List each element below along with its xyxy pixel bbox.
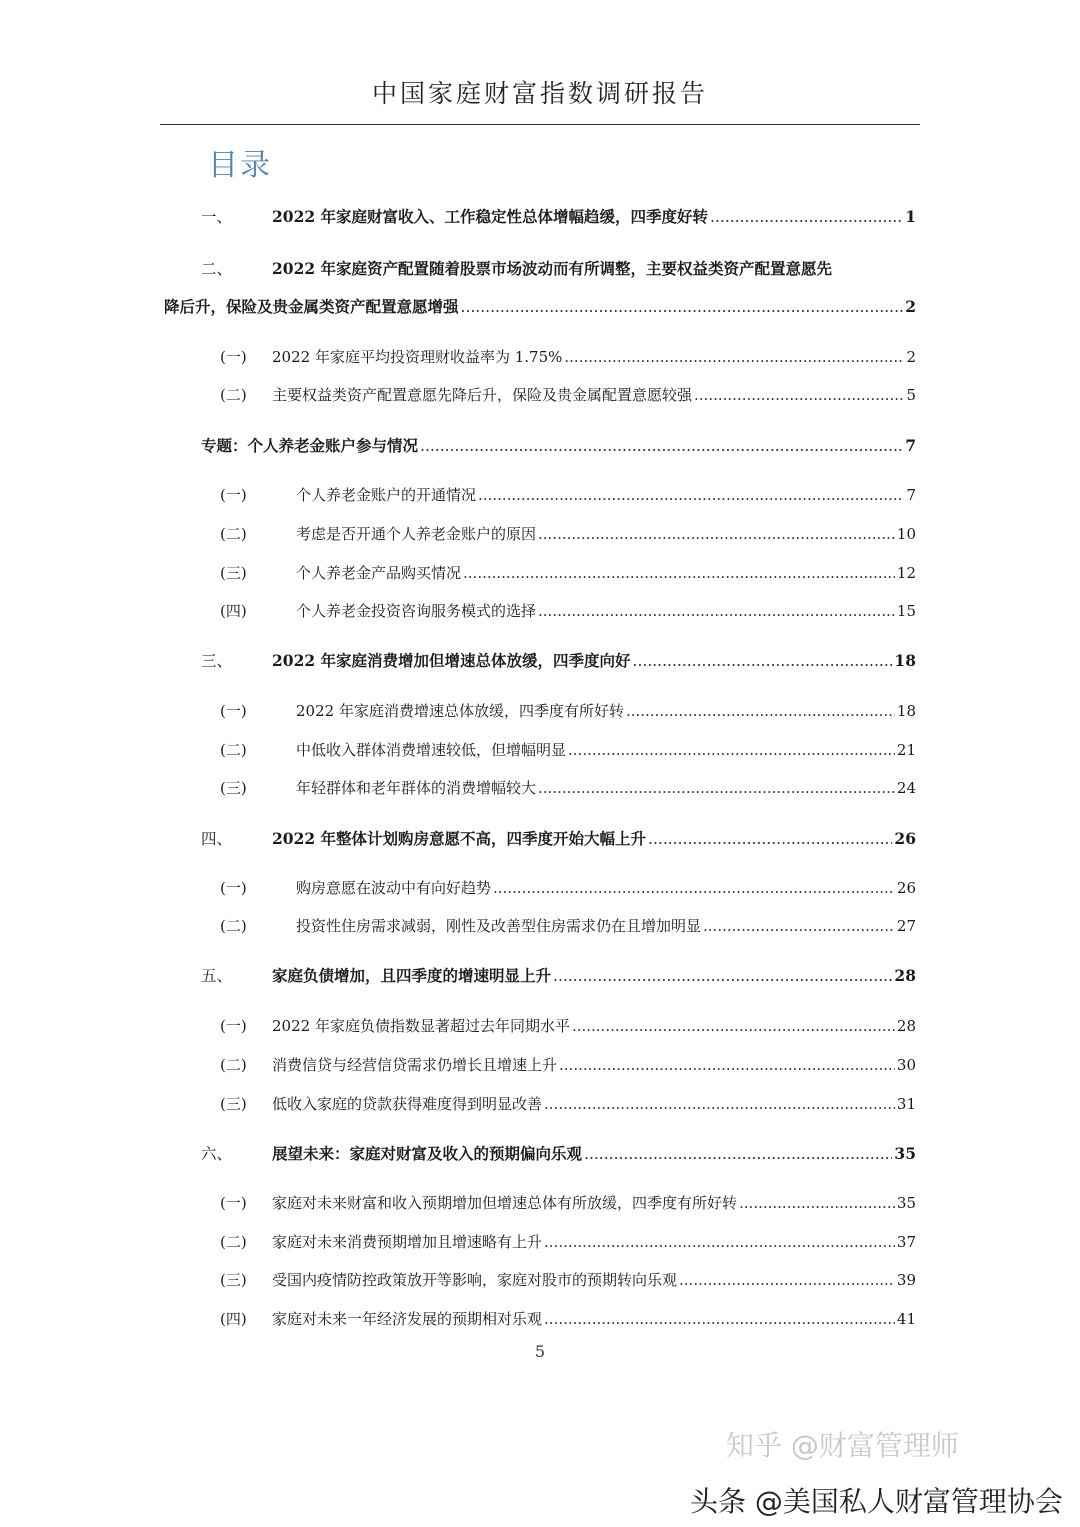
toc-heading: 目录 [208, 148, 272, 183]
toc-entry[interactable] [0, 1232, 916, 1252]
toc-entry-title: 个人养老金投资咨询服务模式的选择 [296, 602, 537, 620]
toc-entry[interactable] [0, 878, 916, 898]
toc-page-number: 2 [906, 348, 916, 366]
toc-entry-number: (一) [220, 348, 247, 366]
toc-entry-number: 二、 [201, 260, 233, 278]
toc-entry-title: 2022 年家庭负债指数显著超过去年同期水平 [272, 1017, 570, 1035]
toc-entry-number: (三) [220, 564, 247, 582]
toc-leader-dots [553, 966, 892, 986]
header-rule [160, 124, 920, 125]
toc-entry[interactable] [0, 701, 916, 721]
toc-entry-number: (一) [220, 1017, 247, 1035]
toc-entry[interactable] [0, 1144, 916, 1164]
toc-leader-dots [463, 563, 895, 583]
toc-entry-number: (四) [220, 1310, 247, 1328]
toc-leader-dots [544, 1309, 895, 1329]
toc-page-number: 27 [896, 917, 916, 935]
toc-entry-number: (四) [220, 602, 247, 620]
toc-entry-title: 低收入家庭的贷款获得难度得到明显改善 [272, 1095, 543, 1113]
toc-entry[interactable] [0, 916, 916, 936]
toc-entry-title: 个人养老金账户的开通情况 [296, 486, 477, 504]
toc-entry-number: (三) [220, 779, 247, 797]
toc-entry-title: 专题：个人养老金账户参与情况 [201, 436, 419, 455]
toc-leader-dots [538, 524, 895, 544]
toc-page-number: 39 [896, 1271, 916, 1289]
toc-entry-title: 2022 年家庭消费增加但增速总体放缓，四季度向好 [272, 651, 631, 670]
toc-entry-number: (二) [220, 525, 247, 543]
toc-entry[interactable] [0, 436, 916, 456]
toc-entry-title-continued: 降后升，保险及贵金属类资产配置意愿增强 [164, 297, 459, 316]
toc-page-number: 7 [905, 436, 916, 455]
toc-page-number: 18 [894, 651, 916, 670]
toc-leader-dots [633, 651, 893, 671]
toc-entry-title: 家庭对未来一年经济发展的预期相对乐观 [272, 1310, 543, 1328]
toc-page-number: 21 [896, 741, 916, 759]
toc-entry[interactable] [0, 563, 916, 583]
toc-entry-title: 个人养老金产品购买情况 [296, 564, 462, 582]
toc-leader-dots [564, 347, 904, 367]
toc-entry-continuation[interactable] [0, 297, 916, 317]
toc-entry-title: 家庭负债增加，且四季度的增速明显上升 [272, 966, 552, 985]
toc-entry-title: 展望未来：家庭对财富及收入的预期偏向乐观 [272, 1144, 583, 1163]
toc-entry-title: 投资性住房需求减弱，刚性及改善型住房需求仍在且增加明显 [296, 917, 702, 935]
toc-entry[interactable] [0, 651, 916, 671]
toc-leader-dots [461, 297, 904, 317]
toc-leader-dots [703, 916, 895, 936]
watermark-faint: 知乎 @财富管理师 [726, 1429, 959, 1462]
toc-entry-number: (二) [220, 917, 247, 935]
toc-entry[interactable] [0, 385, 916, 405]
toc-leader-dots [694, 385, 904, 405]
toc-entry-number: (一) [220, 486, 247, 504]
toc-entry[interactable] [0, 829, 916, 849]
toc-leader-dots [739, 1193, 895, 1213]
toc-leader-dots [584, 1144, 892, 1164]
toc-page-number: 28 [896, 1017, 916, 1035]
toc-entry-number: 四、 [201, 830, 233, 848]
toc-leader-dots [420, 436, 903, 456]
toc-leader-dots [538, 601, 895, 621]
toc-leader-dots [568, 740, 895, 760]
toc-page-number: 24 [896, 779, 916, 797]
toc-entry-number: 五、 [201, 967, 233, 985]
toc-page-number: 37 [896, 1233, 916, 1251]
toc-entry[interactable] [0, 1094, 916, 1114]
toc-entry-title: 考虑是否开通个人养老金账户的原因 [296, 525, 537, 543]
toc-page-number: 26 [896, 879, 916, 897]
toc-entry-title: 2022 年家庭消费增速总体放缓，四季度有所好转 [296, 702, 624, 720]
toc-entry-title: 2022 年家庭财富收入、工作稳定性总体增幅趋缓，四季度好转 [272, 207, 709, 226]
toc-entry[interactable] [0, 1016, 916, 1036]
toc-page-number: 30 [896, 1056, 916, 1074]
toc-entry[interactable] [0, 207, 916, 227]
toc-entry-number: (二) [220, 386, 247, 404]
toc-entry-title: 家庭对未来财富和收入预期增加但增速总体有所放缓，四季度有所好转 [272, 1194, 738, 1212]
toc-entry-number: 六、 [201, 1145, 233, 1163]
toc-entry-title: 受国内疫情防控政策放开等影响，家庭对股市的预期转向乐观 [272, 1271, 678, 1289]
toc-entry-number: 一、 [201, 208, 233, 226]
toc-page-number: 35 [896, 1194, 916, 1212]
toc-page-number: 10 [896, 525, 916, 543]
toc-entry[interactable] [0, 740, 916, 760]
toc-leader-dots [478, 485, 904, 505]
page-number: 5 [534, 1342, 546, 1361]
toc-page-number: 18 [896, 702, 916, 720]
toc-entry-number: (三) [220, 1095, 247, 1113]
toc-entry-number: (一) [220, 879, 247, 897]
toc-page-number: 26 [894, 829, 916, 848]
toc-entry-number: (一) [220, 702, 247, 720]
toc-leader-dots [679, 1270, 895, 1290]
toc-entry[interactable] [0, 347, 916, 367]
toc-entry-number: 三、 [201, 652, 233, 670]
toc-entry[interactable] [0, 778, 916, 798]
toc-entry-title: 购房意愿在波动中有向好趋势 [296, 879, 492, 897]
toc-page-number: 28 [894, 966, 916, 985]
toc-entry[interactable] [0, 524, 916, 544]
toc-page-number: 12 [896, 564, 916, 582]
toc-entry[interactable] [0, 601, 916, 621]
toc-page-number: 15 [896, 602, 916, 620]
toc-entry-number: (二) [220, 1233, 247, 1251]
watermark: 头条 @美国私人财富管理协会 [690, 1485, 1063, 1518]
toc-leader-dots [648, 829, 892, 849]
toc-leader-dots [538, 778, 895, 798]
running-header-title: 中国家庭财富指数调研报告 [371, 79, 708, 108]
toc-entry-title: 消费信贷与经营信贷需求仍增长且增速上升 [272, 1056, 558, 1074]
toc-page-number: 31 [896, 1095, 916, 1113]
toc-entry-title: 2022 年整体计划购房意愿不高，四季度开始大幅上升 [272, 829, 647, 848]
toc-entry-title: 2022 年家庭资产配置随着股票市场波动而有所调整，主要权益类资产配置意愿先 [272, 259, 833, 278]
toc-entry-number: (二) [220, 741, 247, 759]
toc-page-number: 2 [905, 297, 916, 316]
toc-entry-number: (三) [220, 1271, 247, 1289]
toc-leader-dots [626, 701, 895, 721]
toc-leader-dots [710, 207, 903, 227]
toc-page-number: 1 [905, 207, 916, 226]
toc-leader-dots [544, 1094, 895, 1114]
toc-entry-title: 中低收入群体消费增速较低，但增幅明显 [296, 741, 567, 759]
toc-entry[interactable] [0, 966, 916, 986]
toc-entry-title: 主要权益类资产配置意愿先降后升，保险及贵金属配置意愿较强 [272, 386, 693, 404]
toc-page-number: 41 [896, 1310, 916, 1328]
toc-entry[interactable] [0, 1193, 916, 1213]
toc-entry[interactable] [0, 1055, 916, 1075]
toc-entry[interactable] [0, 1270, 916, 1290]
toc-page-number: 7 [906, 486, 916, 504]
toc-leader-dots [493, 878, 895, 898]
toc-leader-dots [559, 1055, 895, 1075]
toc-page-number: 35 [894, 1144, 916, 1163]
toc-entry[interactable] [0, 1309, 916, 1329]
toc-leader-dots [572, 1016, 895, 1036]
toc-entry-number: (二) [220, 1056, 247, 1074]
toc-entry[interactable] [0, 485, 916, 505]
toc-leader-dots [544, 1232, 895, 1252]
toc-entry-title: 年轻群体和老年群体的消费增幅较大 [296, 779, 537, 797]
toc-page-number: 5 [906, 386, 916, 404]
toc-entry-number: (一) [220, 1194, 247, 1212]
toc-entry-title: 家庭对未来消费预期增加且增速略有上升 [272, 1233, 543, 1251]
toc-entry-title: 2022 年家庭平均投资理财收益率为 1.75% [272, 348, 563, 366]
